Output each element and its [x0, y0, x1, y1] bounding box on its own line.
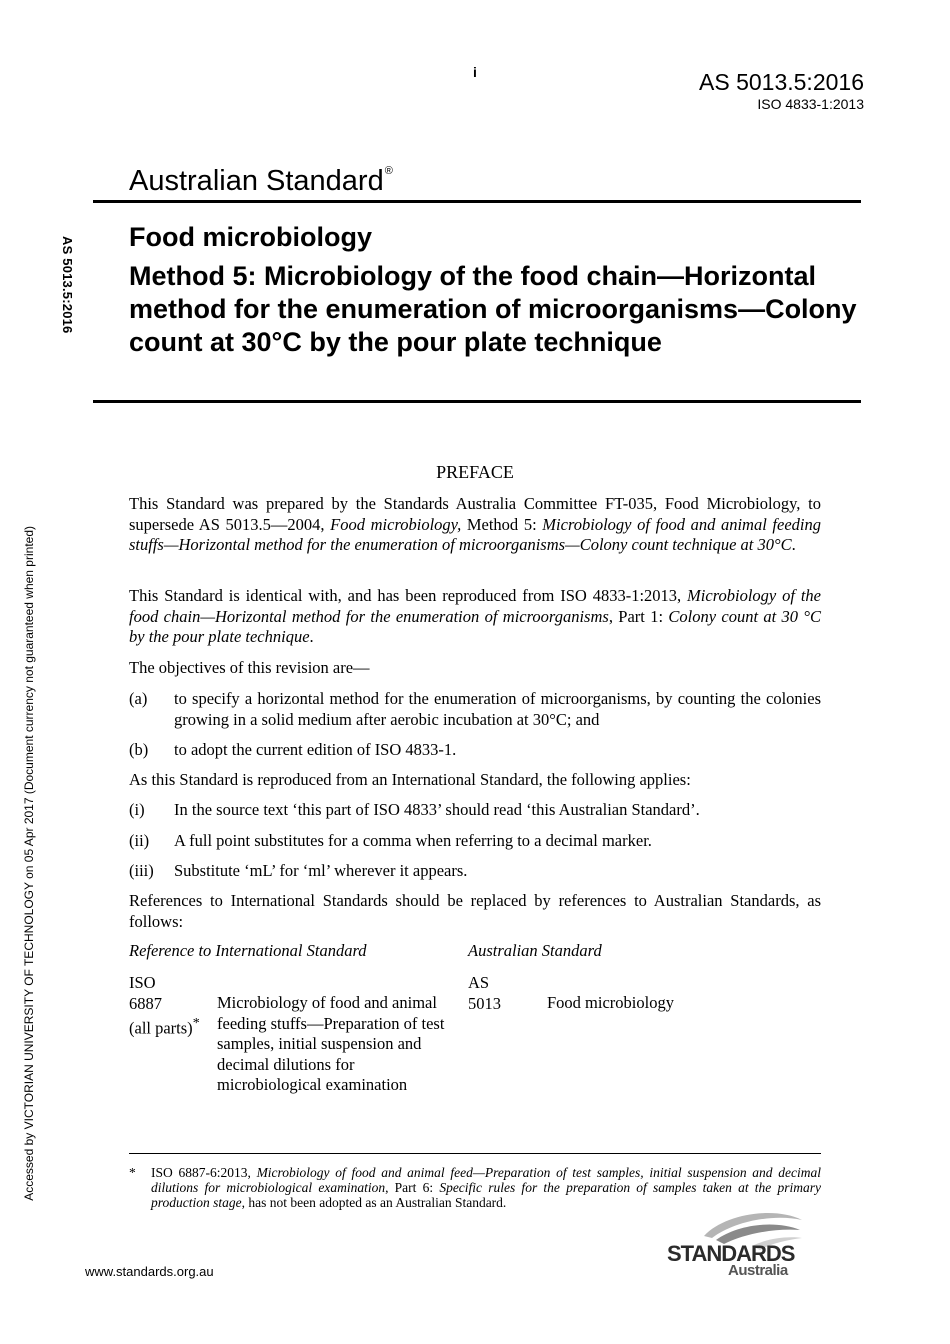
preface-paragraph-1 [129, 494, 821, 556]
page-number: i [473, 64, 477, 80]
document-title: Food microbiology [129, 222, 372, 252]
standard-number: AS 5013.5:2016 [699, 69, 864, 95]
p2-text-e: . [309, 627, 314, 646]
applies-item [129, 861, 821, 882]
p1-italic-b: Food microbiology, [330, 514, 462, 534]
intl-reference-title: Microbiology of food and animal feeding stuffs—Preparation of test samples, initial suspension and decimal dilutions for microbiological examination [217, 993, 445, 1094]
intl-number: 6887 [129, 993, 162, 1013]
p2-italic-d: Colony count at 30 °C by the pour plate technique [129, 606, 821, 646]
preface-paragraph-3: The objectives of this revision are— [129, 658, 370, 677]
objective-item [129, 689, 821, 730]
preface-paragraph-4: As this Standard is reproduced from an International Standard, the following applies: [129, 770, 691, 789]
logo-wordmark: STANDARDS [667, 1241, 795, 1266]
fn-italic-d: Specific rules for the preparation of samples taken at the primary production stage [151, 1180, 821, 1210]
p1-text-a: This Standard was prepared by the Standards Australia Committee FT-035, Food Microbiology, to supersede AS 5013.5—2004, [129, 494, 821, 534]
footnote-mark: * [192, 1016, 200, 1031]
preface-paragraph-2 [129, 586, 821, 648]
p2-text-a: This Standard is identical with, and has been reproduced from ISO 4833-1:2013, [129, 586, 688, 605]
p2-text-c: , Part 1: [608, 606, 669, 626]
standard-identifier [699, 68, 864, 112]
applies-item [129, 831, 821, 852]
document-subtitle: Method 5: Microbiology of the food chain—Horizontal method for the enumeration of microorganisms—Colony count at 30°C by the pour plate technique [129, 261, 857, 357]
p1-text-c: Method 5: [461, 514, 543, 534]
access-note: Accessed by VICTORIAN UNIVERSITY OF TECHNOLOGY on 05 Apr 2017 (Document currency not guaranteed when printed) [22, 526, 36, 1201]
objective-text: to adopt the current edition of ISO 4833-1. [174, 740, 457, 759]
p1-text-e: . [791, 535, 796, 554]
intl-qualifier: (all parts) [129, 1018, 193, 1038]
fn-italic-b: Microbiology of food and animal feed—Preparation of test samples, initial suspension and decimal dilutions for microbiological examination [151, 1165, 821, 1195]
title-rule-top [93, 200, 861, 203]
applies-label: (i) [129, 800, 145, 819]
column-header-international: Reference to International Standard [129, 941, 367, 960]
series-title [129, 153, 393, 199]
iso-number: ISO 4833-1:2013 [757, 96, 864, 112]
fn-text-c: , Part 6: [385, 1180, 440, 1195]
logo-subtitle: Australia [728, 1262, 788, 1279]
aus-number: 5013 [468, 993, 501, 1013]
aus-reference-id [468, 973, 538, 1014]
series-title-text: Australian Standard [129, 165, 384, 197]
footnote [129, 1165, 821, 1210]
objective-text: to specify a horizontal method for the enumeration of microorganisms, by counting the colonies growing in a solid medium after aerobic incubation at 30°C; and [174, 689, 821, 729]
applies-label: (ii) [129, 831, 150, 850]
fn-text-a: ISO 6887-6:2013, [151, 1165, 257, 1180]
footnote-text [151, 1165, 821, 1210]
fn-text-e: , has not been adopted as an Australian Standard. [241, 1195, 507, 1210]
intl-prefix: ISO [129, 973, 156, 992]
footnote-rule [129, 1153, 821, 1154]
applies-text: Substitute ‘mL’ for ‘ml’ wherever it appears. [174, 861, 468, 880]
objective-label: (b) [129, 740, 149, 759]
applies-label: (iii) [129, 861, 154, 880]
p2-italic-b: Microbiology of the food chain—Horizontal method for the enumeration of microorganisms [129, 586, 821, 626]
title-rule-bottom [93, 400, 861, 403]
preface-paragraph-5: References to International Standards should be replaced by references to Australian Standards, as follows: [129, 891, 821, 931]
applies-text: A full point substitutes for a comma when referring to a decimal marker. [174, 831, 652, 850]
intl-reference-id [129, 973, 219, 1039]
footnote-marker: * [129, 1165, 136, 1180]
applies-text: In the source text ‘this part of ISO 4833’ should read ‘this Australian Standard’. [174, 800, 700, 819]
p1-italic-d: Microbiology of food and animal feeding stuffs—Horizontal method for the enumeration of microorganisms—Colony count technique at 30°C [129, 514, 821, 554]
registered-mark: ® [384, 165, 393, 177]
preface-heading: PREFACE [436, 462, 514, 482]
objective-label: (a) [129, 689, 148, 708]
applies-item [129, 800, 821, 821]
website-link[interactable]: www.standards.org.au [85, 1264, 214, 1279]
aus-prefix: AS [468, 973, 490, 992]
objective-item [129, 740, 821, 761]
aus-reference-title: Food microbiology [547, 993, 674, 1012]
column-header-australian: Australian Standard [468, 941, 602, 960]
vertical-standard-id: AS 5013.5:2016 [60, 236, 75, 334]
